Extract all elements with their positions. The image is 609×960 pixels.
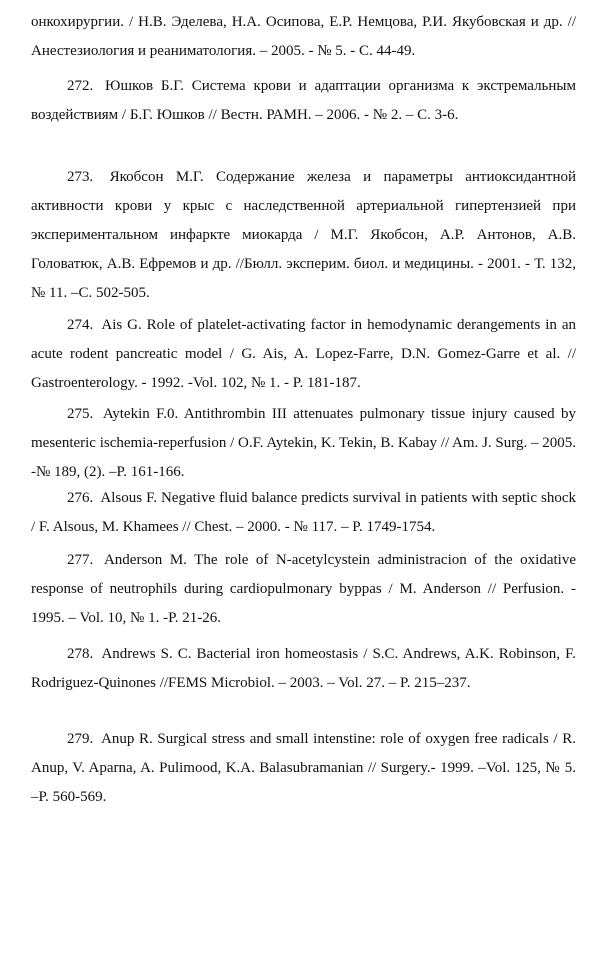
reference-text: Anup R. Surgical stress and small intenstine: role of oxygen free radicals / R. Anup, V. Aparna, A. Pulimood, K.A. Balasubramanian // Surgery.- 1999. –Vol. 125, № 5. –P. 560-569. [31, 731, 576, 805]
reference-number: 277. [67, 552, 94, 568]
reference-text: онкохирургии. / Н.В. Эделева, Н.А. Осипова, Е.Р. Немцова, Р.И. Якубовская и др. // Анестезиология и реаниматология. – 2005. - № 5. - С. 44-49. [31, 14, 576, 59]
reference-text: Anderson M. The role of N-acetylcystein administracion of the oxidative response of neutrophils during cardiopulmonary byppas / M. Anderson // Perfusion. - 1995. – Vol. 10, № 1. -P. 21-26. [31, 552, 576, 626]
reference-277 [31, 546, 576, 633]
reference-text: Aytekin F.0. Antithrombin III attenuates pulmonary tissue injury caused by mesenteric ischemia-reperfusion / O.F. Aytekin, K. Tekin, B. Kabay // Am. J. Surg. – 2005. -№ 189, (2). –P. 161-166. [31, 406, 576, 480]
reference-text: Andrews S. C. Bacterial iron homeostasis / S.C. Andrews, A.K. Robinson, F. Rodriguez-Quinones //FEMS Microbiol. – 2003. – Vol. 27. – P. 215–237. [31, 646, 576, 691]
reference-279 [31, 725, 576, 812]
reference-text: Юшков Б.Г. Система крови и адаптации организма к экстремальным воздействиям / Б.Г. Юшков // Вестн. РАМН. – 2006. - № 2. – С. 3-6. [31, 78, 576, 123]
reference-276 [31, 484, 576, 542]
reference-number: 278. [67, 646, 94, 662]
reference-272 [31, 72, 576, 130]
reference-274 [31, 311, 576, 398]
reference-text: Ais G. Role of platelet-activating factor in hemodynamic derangements in an acute rodent pancreatic model / G. Ais, A. Lopez-Farre, D.N. Gomez-Garre et al. // Gastroenterology. - 1992. -Vol. 102, № 1. - P. 181-187. [31, 317, 576, 391]
reference-continuation [31, 8, 576, 66]
reference-text: Alsous F. Negative fluid balance predicts survival in patients with septic shock / F. Alsous, M. Khamees // Chest. – 2000. - № 117. – P. 1749-1754. [31, 490, 576, 535]
reference-number: 279. [67, 731, 94, 747]
reference-text: Якобсон М.Г. Содержание железа и параметры антиоксидантной активности крови у крыс с наследственной артериальной гипертензией при экспериментальном инфаркте миокарда / М.Г. Якобсон, А.Р. Антонов, А.В. Головатюк, А.В. Ефремов и др. //Бюлл. эксперим. биол. и медицины. - 2001. - Т. 132, № 11. –С. 502-505. [31, 169, 576, 301]
reference-number: 274. [67, 317, 94, 333]
reference-number: 273. [67, 169, 94, 185]
reference-278 [31, 640, 576, 698]
reference-number: 275. [67, 406, 94, 422]
reference-273 [31, 163, 576, 308]
reference-number: 272. [67, 78, 94, 94]
reference-number: 276. [67, 490, 94, 506]
reference-275 [31, 400, 576, 487]
